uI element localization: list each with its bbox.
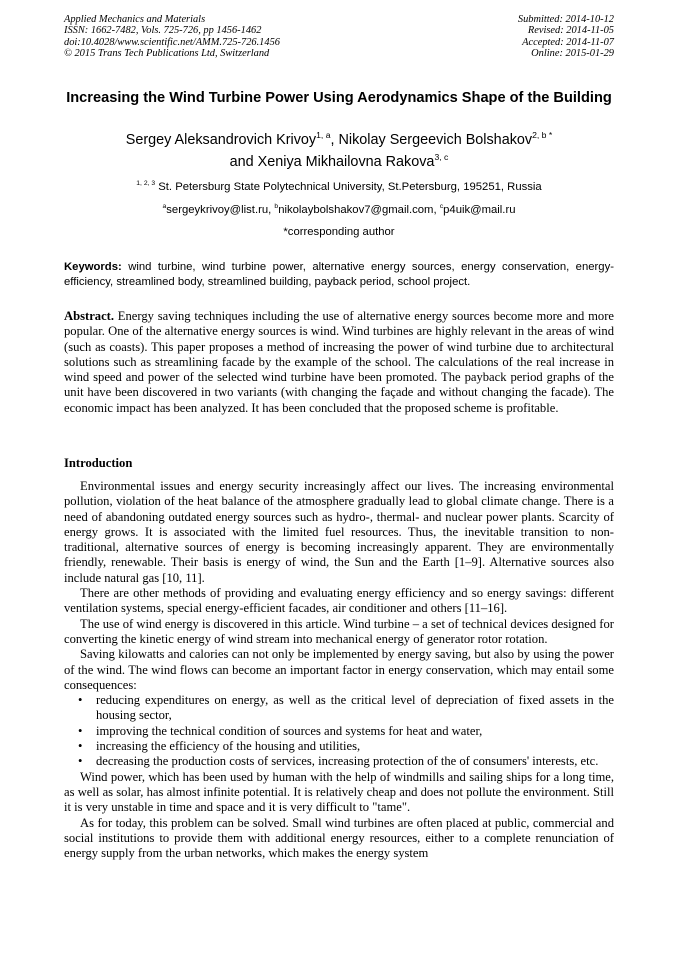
author-name: Xeniya Mikhailovna Rakova [257, 154, 435, 170]
bullet-list [64, 693, 614, 769]
journal-header-right [518, 14, 614, 60]
issn-line: ISSN: 1662-7482, Vols. 725-726, pp 1456-1462 [64, 25, 262, 37]
email-superscript: a [162, 203, 167, 211]
revised-date: Revised: 2014-11-05 [527, 25, 614, 37]
email-link[interactable]: p4uik@mail.ru [443, 204, 516, 216]
list-item-text: improving the technical condition of sources and systems for heat and water, [96, 723, 483, 738]
submitted-date: Submitted: 2014-10-12 [517, 14, 614, 25]
author-separator: , [330, 132, 339, 148]
list-item-text: reducing expenditures on energy, as well as the critical level of depreciation of fixed assets in the housing sector, [96, 693, 614, 723]
author-line-2 [40, 151, 638, 173]
keywords-section [64, 260, 614, 289]
keywords-label: Keywords: [64, 261, 122, 273]
keywords-text: wind turbine, wind turbine power, alternative energy sources, energy conservation, energy-efficiency, streamlined body, streamlined building, payback period, school project. [64, 261, 614, 288]
paragraph: There are other methods of providing and evaluating energy efficiency and so energy savings: different ventilation systems, special energy-efficient facades, air conditioner and others [11–16]. [64, 586, 614, 616]
paragraph: As for today, this problem can be solved. Small wind turbines are often placed at public, commercial and social institutions to provide them with additional energy resources, either to a complete renunciation of energy supply from the urban networks, which makes the energy system [64, 815, 614, 861]
author-separator: and [229, 154, 258, 170]
author-name: Sergey Aleksandrovich Krivoy [125, 132, 317, 148]
copyright-line: © 2015 Trans Tech Publications Ltd, Switzerland [64, 48, 270, 60]
list-item [64, 739, 614, 754]
list-item [64, 693, 614, 724]
doi-line: doi:10.4028/www.scientific.net/AMM.725-726.1456 [64, 36, 280, 48]
email-link[interactable]: sergeykrivoy@list.ru [166, 204, 269, 216]
author-name: Nikolay Sergeevich Bolshakov [338, 132, 533, 148]
list-item [64, 724, 614, 739]
author-superscript: 1, a [316, 130, 331, 141]
paper-title: Increasing the Wind Turbine Power Using Aerodynamics Shape of the Building [66, 90, 612, 106]
bullet-icon: • [78, 754, 83, 769]
author-superscript: 2, b * [532, 130, 553, 141]
email-superscript: b [274, 203, 279, 211]
paragraph: Wind power, which has been used by human with the help of windmills and sailing ships for a long time, as well as solar, has almost infinite potential. It is relatively cheap and does not pollute the environment. Still it is very unstable in time and space and it is very difficult to "tame". [64, 769, 614, 815]
list-item-text: increasing the efficiency of the housing and utilities, [96, 739, 361, 754]
list-item [64, 754, 614, 769]
author-line-1 [40, 129, 638, 151]
email-link[interactable]: nikolaybolshakov7@gmail.com [278, 204, 434, 216]
email-superscript: c [439, 203, 444, 211]
corresponding-author-note: *corresponding author [283, 226, 395, 238]
section-heading: Introduction [64, 456, 133, 470]
bullet-icon: • [78, 693, 83, 708]
abstract-section [64, 309, 614, 416]
paragraph: The use of wind energy is discovered in this article. Wind turbine – a set of technical devices designed for converting the kinetic energy of wind stream into mechanical energy of generator rotor rotation. [64, 616, 614, 646]
affiliation-superscript: 1, 2, 3 [136, 180, 156, 188]
affiliation-text: St. Petersburg State Polytechnical University, St.Petersburg, 195251, Russia [155, 181, 542, 193]
author-superscript: 3, c [434, 152, 449, 163]
abstract-label: Abstract. [64, 309, 115, 323]
author-emails: $^a$sergeykrivoy@list.ru, $^b$nikolaybolshakov7@gmail.com, $^c$p4uik@mail.ru [162, 203, 516, 216]
introduction-section [64, 479, 614, 861]
author-list [40, 129, 638, 173]
abstract-text: Energy saving techniques including the use of alternative energy sources become more and more popular. One of the alternative energy sources is wind. Wind turbines are highly relevant in the areas of wind (such as coasts). This paper proposes a method of increasing the power of wind turbine due to architectural solutions such as streamlining facade by the example of the school. The calculations of the real increase in wind speed and power of the selected wind turbine have been promoted. The payback period graphs of the unit have been discovered in two variants (with changing the façade and without changing the facade). The economic impact has been analyzed. It has been concluded that the proposed scheme is profitable. [64, 309, 614, 415]
bullet-icon: • [78, 723, 83, 738]
paragraph: Saving kilowatts and calories can not only be implemented by energy saving, but also by using the power of the wind. The wind flows can become an important factor in energy conservation, which may entail some consequences: [64, 647, 614, 692]
accepted-date: Accepted: 2014-11-07 [522, 36, 614, 48]
journal-header-left [64, 14, 280, 60]
paragraph: Environmental issues and energy security increasingly affect our lives. The increasing environmental pollution, violation of the heat balance of the atmosphere gradually lead to global climate change. There is a need of abandoning outdated energy sources such as hydro-, thermal- and nuclear power plants. Scarcity of energy grows. It is associated with the limited fuel resources. Thus, the inevitable transition to non-traditional, alternative sources of energy is becoming increasingly apparent. They are environmentally friendly, renewable. Their basis is energy of wind, the Sun and the Earth [1–9]. Alternative sources also include natural gas [10, 11]. [64, 479, 614, 585]
list-item-text: decreasing the production costs of services, increasing protection of the of consumers' interests, etc. [96, 754, 599, 769]
journal-name: Applied Mechanics and Materials [64, 14, 206, 25]
bullet-icon: • [78, 739, 83, 754]
affiliation [40, 180, 638, 194]
online-date: Online: 2015-01-29 [531, 48, 614, 60]
